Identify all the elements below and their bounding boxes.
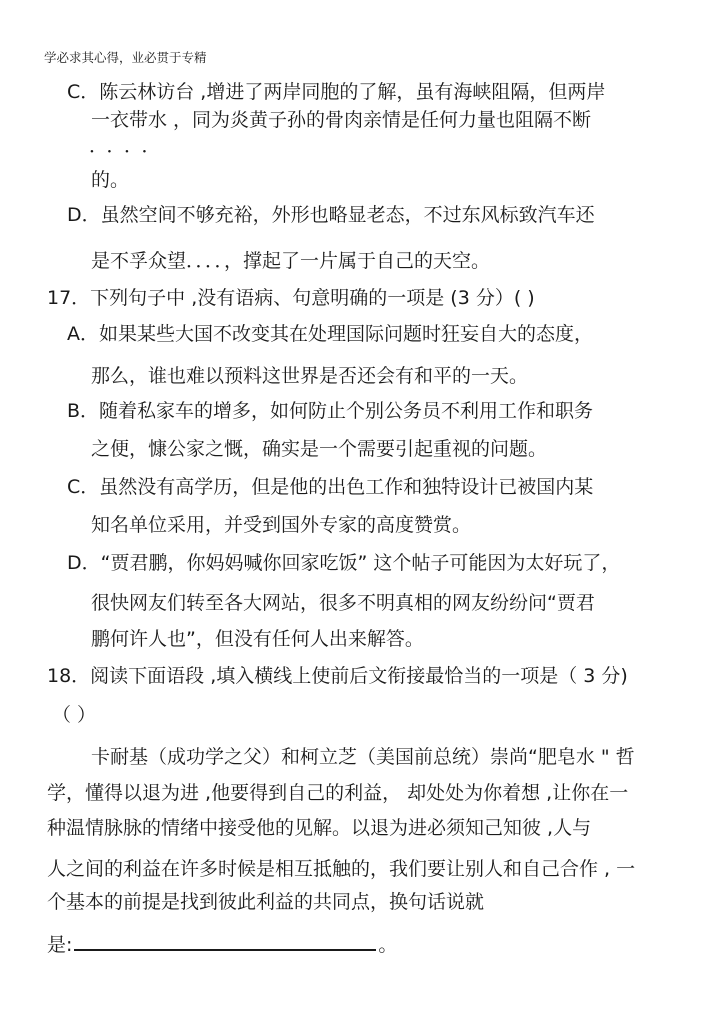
question-17-stem: 17．下列句子中 ,没有语病、句意明确的一项是 (3 分）( ) — [47, 287, 535, 309]
answer-prefix: 是: — [47, 934, 73, 956]
text-line: 鹏何许人也”，但没有任何人出来解答。 — [91, 628, 424, 650]
passage-line: 卡耐基（成功学之父）和柯立芝（美国前总统）崇尚“肥皂水 " 哲 — [91, 746, 635, 768]
text-line: 知名单位采用，并受到国外专家的高度赞赏。 — [91, 514, 472, 536]
question-18-stem: 18．阅读下面语段 ,填入横线上使前后文衔接最恰当的一项是（ 3 分) — [47, 665, 628, 687]
text-line: 一衣带水 ，同为炎黄子孙的骨肉亲情是任何力量也阻隔不断 — [91, 109, 592, 131]
text-line: C．陈云林访台 ,增进了两岸同胞的了解，虽有海峡阻隔，但两岸 — [67, 81, 606, 103]
text-line: 那么，谁也难以预料这世界是否还会有和平的一天。 — [91, 365, 529, 387]
text-line: 之便，慷公家之慨，确实是一个需要引起重视的问题。 — [91, 438, 548, 460]
page-header: 学必求其心得，业必贯于专精 — [44, 50, 207, 65]
answer-blank[interactable] — [74, 931, 376, 951]
text-line: 的。 — [91, 169, 130, 191]
option-b: B．随着私家车的增多，如何防止个别公务员不利用工作和职务 — [67, 400, 594, 422]
text-line: D．虽然空间不够充裕，外形也略显老态，不过东风标致汽车还 — [67, 204, 595, 226]
passage-line: 种温情脉脉的情绪中接受他的见解。以退为进必须知己知彼 ,人与 — [47, 817, 592, 839]
passage-line: 人之间的利益在许多时候是相互抵触的，我们要让别人和自己合作 , 一 — [47, 858, 636, 880]
text-line: 很快网友们转至各大网站，很多不明真相的网友纷纷问“贾君 — [91, 592, 595, 614]
answer-parentheses: （ ） — [52, 704, 97, 726]
emphasis-dots: ．．．． — [89, 135, 169, 157]
passage-line: 学，懂得以退为进 ,他要得到自己的利益， 却处处为你着想 ,让你在一 — [47, 782, 629, 804]
option-a: A．如果某些大国不改变其在处理国际问题时狂妄自大的态度， — [67, 323, 593, 345]
answer-suffix: 。 — [378, 934, 398, 956]
option-d: D．“贾君鹏，你妈妈喊你回家吃饭” 这个帖子可能因为太好玩了， — [67, 552, 621, 574]
text-line: 是不孚众望．．．．，撑起了一片属于自己的天空。 — [91, 250, 491, 272]
passage-line: 个基本的前提是找到彼此利益的共同点，换句话说就 — [47, 891, 485, 913]
option-c: C．虽然没有高学历，但是他的出色工作和独特设计已被国内某 — [67, 476, 594, 498]
answer-line — [47, 931, 397, 957]
